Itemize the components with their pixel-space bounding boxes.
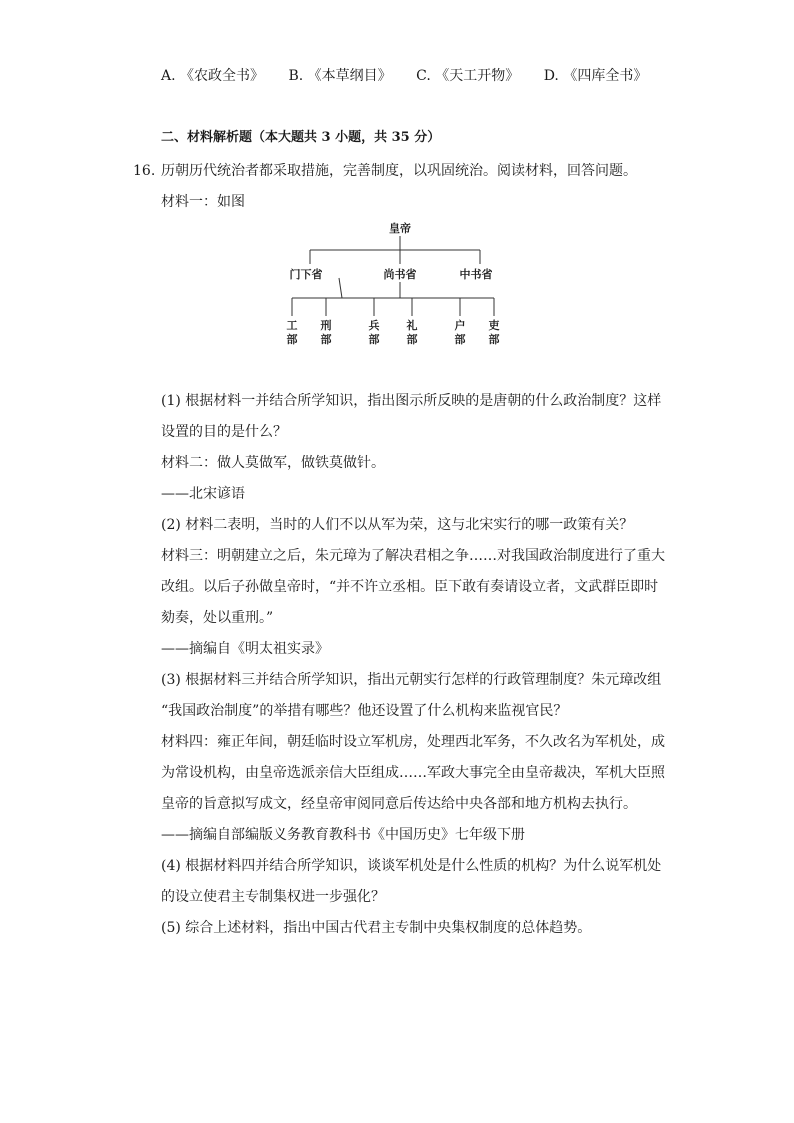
material-3-line-1: 材料三：明朝建立之后，朱元璋为了解决君相之争……对我国政治制度进行了重大	[161, 548, 665, 564]
option-a: A. 《农政全书》	[161, 68, 265, 84]
node-ministry-personnel-2: 部	[488, 333, 500, 346]
node-ministry-revenue-1: 户	[454, 319, 466, 332]
node-menxia-sheng: 门下省	[289, 268, 323, 281]
sub-question-1-line-1: (1) 根据材料一并结合所学知识，指出图示所反映的是唐朝的什么政治制度？这样	[161, 393, 662, 409]
node-ministry-war-1: 兵	[368, 319, 380, 332]
node-shangshu-sheng: 尚书省	[383, 268, 417, 281]
node-ministry-rites-1: 礼	[406, 319, 418, 332]
node-ministry-justice-2: 部	[320, 333, 332, 346]
sub-question-3-line-2: “我国政治制度”的举措有哪些？他还设置了什么机构来监视官民？	[161, 703, 568, 719]
node-ministry-works-2: 部	[286, 333, 298, 346]
option-d: D. 《四库全书》	[543, 68, 648, 84]
sub-question-4-line-1: (4) 根据材料四并结合所学知识，谈谈军机处是什么性质的机构？为什么说军机处	[161, 858, 662, 874]
node-ministry-justice-1: 刑	[320, 319, 332, 332]
answer-options	[161, 66, 667, 86]
material-4-source: ——摘编自部编版义务教育教科书《中国历史》七年级下册	[161, 827, 525, 843]
section-title: 二、材料解析题（本大题共 3 小题，共 35 分）	[161, 130, 441, 145]
material-1-label: 材料一：如图	[161, 194, 245, 210]
sub-question-3-line-1: (3) 根据材料三并结合所学知识，指出元朝实行怎样的行政管理制度？朱元璋改组	[161, 672, 662, 688]
node-ministry-personnel-1: 吏	[488, 319, 500, 332]
sub-question-1-line-2: 设置的目的是什么？	[161, 424, 287, 440]
node-ministry-rites-2: 部	[406, 333, 418, 346]
material-3-line-2: 改组。以后子孙做皇帝时，“并不许立丞相。臣下敢有奏请设立者，文武群臣即时	[161, 579, 659, 595]
material-3-source: ——摘编自《明太祖实录》	[161, 641, 329, 657]
question-stem: 历朝历代统治者都采取措施，完善制度，以巩固统治。阅读材料，回答问题。	[161, 163, 637, 179]
option-b: B. 《本草纲目》	[288, 68, 392, 84]
node-ministry-works-1: 工	[286, 319, 298, 332]
material-4-line-3: 皇帝的旨意拟写成文，经皇帝审阅同意后传达给中央各部和地方机构去执行。	[161, 796, 637, 812]
sub-question-2: (2) 材料二表明，当时的人们不以从军为荣，这与北宋实行的哪一政策有关？	[161, 517, 634, 533]
question-number: 16.	[133, 163, 156, 179]
material-2-source: ——北宋谚语	[161, 486, 245, 502]
material-3-line-3: 劾奏，处以重刑。”	[161, 610, 274, 626]
three-departments-six-ministries-diagram	[276, 218, 516, 352]
sub-question-5: (5) 综合上述材料，指出中国古代君主专制中央集权制度的总体趋势。	[161, 920, 592, 936]
node-emperor: 皇帝	[389, 222, 411, 235]
node-ministry-war-2: 部	[368, 333, 380, 346]
option-c: C. 《天工开物》	[416, 68, 520, 84]
sub-question-4-line-2: 的设立使君主专制集权进一步强化？	[161, 889, 385, 905]
material-4-line-1: 材料四：雍正年间，朝廷临时设立军机房，处理西北军务，不久改名为军机处，成	[161, 734, 665, 750]
material-2: 材料二：做人莫做军，做铁莫做针。	[161, 455, 385, 471]
org-chart	[276, 218, 516, 352]
node-ministry-revenue-2: 部	[454, 333, 466, 346]
node-zhongshu-sheng: 中书省	[459, 268, 493, 281]
material-4-line-2: 为常设机构，由皇帝选派亲信大臣组成……军政大事完全由皇帝裁决，军机大臣照	[161, 765, 665, 781]
